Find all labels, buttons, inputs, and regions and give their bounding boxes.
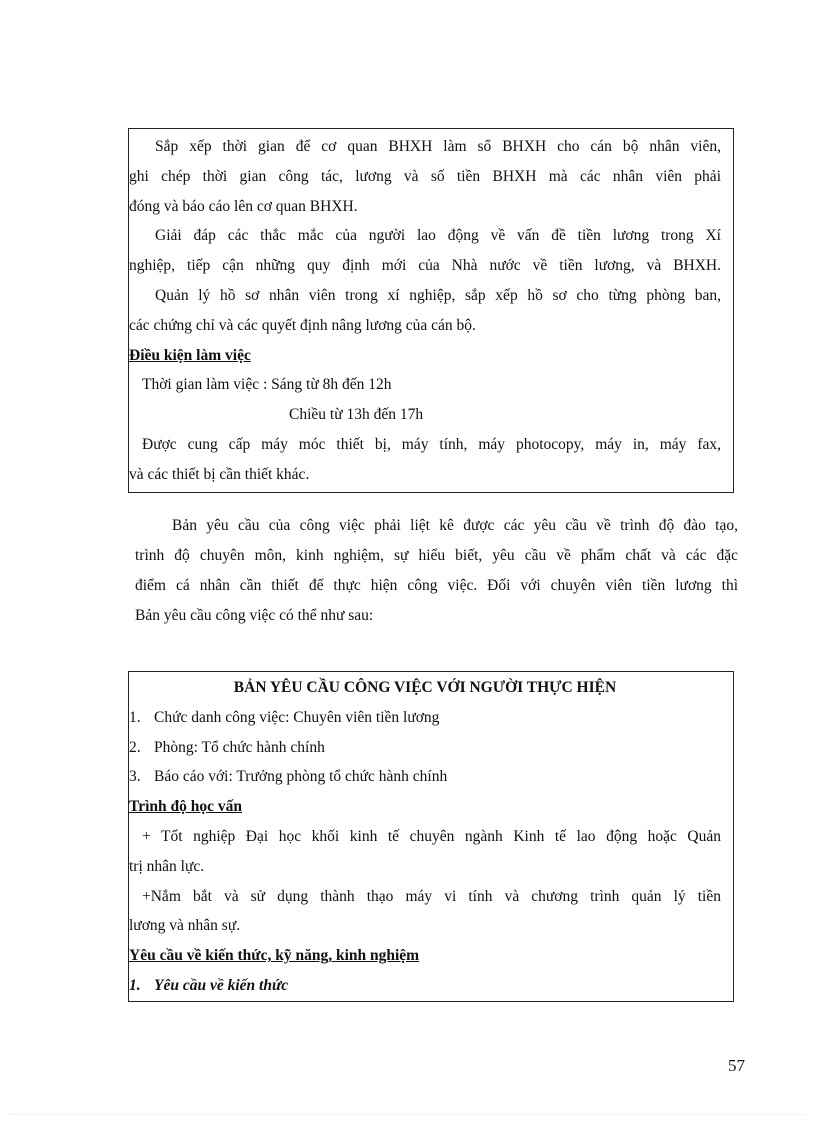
paragraph-line: Bản yêu cầu công việc có thể như sau:: [135, 607, 374, 624]
duty-line: các chứng chỉ và các quyết định nâng lương của cán bộ.: [129, 316, 476, 334]
page-number: 57: [728, 1056, 745, 1075]
skill-line-2: lương và nhân sự.: [129, 917, 241, 935]
duty-line: Sắp xếp thời gian để cơ quan BHXH làm sổ BHXH cho cán bộ nhân viên,: [155, 138, 721, 155]
requirement-item: [129, 762, 721, 792]
job-requirements-box: [128, 671, 734, 1002]
working-conditions-heading-text: Điều kiện làm việc: [129, 346, 251, 364]
item-number: 1.: [129, 708, 141, 726]
item-number: 3.: [129, 768, 141, 786]
item-text: Chức danh công việc: Chuyên viên tiền lương: [154, 708, 440, 726]
requirements-heading: [129, 941, 721, 971]
working-hours-line: Thời gian làm việc : Sáng từ 8h đến 12h: [142, 376, 392, 394]
equipment-line: Được cung cấp máy móc thiết bị, máy tính, máy photocopy, máy in, máy fax,: [142, 435, 721, 453]
paragraph-line: Bản yêu cầu của công việc phải liệt kê được các yêu cầu về trình độ đào tạo,: [172, 517, 738, 534]
paragraph-line: trình độ chuyên môn, kinh nghiệm, sự hiểu biết, yêu cầu về phẩm chất và các đặc: [135, 547, 738, 564]
requirements-heading-text: Yêu cầu về kiến thức, kỹ năng, kinh nghiệm: [129, 947, 420, 965]
education-heading-text: Trình độ học vấn: [129, 798, 242, 816]
duty-line: ghi chép thời gian công tác, lương và số tiền BHXH mà các nhân viên phải: [129, 167, 721, 185]
skill-line: +Nắm bắt và sử dụng thành thạo máy vi tính và chương trình quản lý tiền: [142, 887, 721, 905]
requirement-item: [129, 733, 721, 763]
duty-line: Giải đáp các thắc mắc của người lao động về vấn đề tiền lương trong Xí: [155, 227, 721, 245]
duty-line: đóng và báo cáo lên cơ quan BHXH.: [129, 197, 358, 215]
subheading-number: 1.: [129, 976, 141, 994]
working-hours-line-2: Chiều từ 13h đến 17h: [289, 406, 424, 424]
item-number: 2.: [129, 738, 141, 756]
requirements-title: BẢN YÊU CẦU CÔNG VIỆC VỚI NGƯỜI THỰC HIỆN: [233, 679, 617, 696]
body-paragraph: [135, 511, 738, 631]
item-text: Phòng: Tổ chức hành chính: [154, 738, 325, 756]
education-line-2: trị nhân lực.: [129, 857, 205, 875]
duty-line: nghiệp, tiếp cận những quy định mới của Nhà nước về tiền lương, và BHXH.: [129, 257, 721, 275]
requirement-item: [129, 703, 721, 733]
subheading-text: Yêu cầu về kiến thức: [154, 976, 289, 994]
duty-line: Quản lý hồ sơ nhân viên trong xí nghiệp, sắp xếp hồ sơ cho từng phòng ban,: [155, 286, 721, 304]
knowledge-subheading: [129, 971, 721, 1001]
item-text: Báo cáo với: Trưởng phòng tổ chức hành chính: [154, 768, 448, 786]
working-conditions-heading: [129, 341, 721, 371]
footer-divider: [10, 1114, 806, 1115]
paragraph-line: điểm cá nhân cần thiết để thực hiện công việc. Đối với chuyên viên tiền lương thì: [135, 577, 738, 594]
equipment-line-2: và các thiết bị cần thiết khác.: [129, 465, 310, 483]
education-line: + Tốt nghiệp Đại học khối kinh tế chuyên ngành Kinh tế lao động hoặc Quản: [142, 827, 721, 845]
job-duties-box: [128, 128, 734, 493]
education-heading: [129, 792, 721, 822]
